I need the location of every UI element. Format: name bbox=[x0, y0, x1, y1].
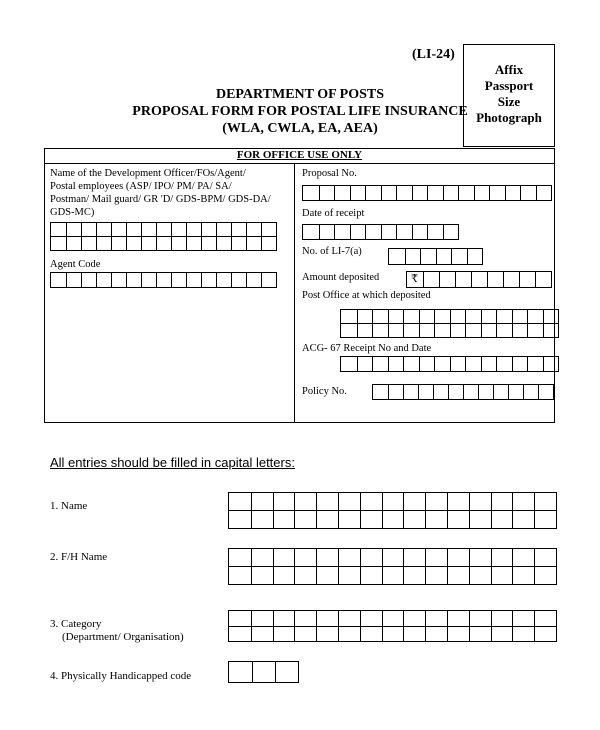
char-box[interactable] bbox=[388, 357, 404, 371]
char-box[interactable] bbox=[338, 549, 360, 566]
char-box[interactable] bbox=[447, 511, 469, 528]
photo-box-line: Size bbox=[497, 94, 521, 109]
grid-row bbox=[389, 249, 482, 264]
char-box[interactable] bbox=[403, 493, 425, 510]
char-box[interactable] bbox=[433, 385, 448, 399]
char-box[interactable] bbox=[503, 272, 519, 287]
agent-code-label: Agent Code bbox=[50, 259, 101, 270]
char-box[interactable] bbox=[338, 611, 360, 626]
char-box[interactable] bbox=[294, 549, 316, 566]
char-box[interactable] bbox=[443, 186, 459, 200]
char-box[interactable] bbox=[469, 611, 491, 626]
char-box[interactable] bbox=[403, 511, 425, 528]
char-box[interactable] bbox=[338, 627, 360, 642]
char-box[interactable] bbox=[491, 611, 513, 626]
char-box[interactable] bbox=[388, 385, 403, 399]
char-box[interactable] bbox=[294, 511, 316, 528]
char-box[interactable] bbox=[427, 186, 443, 200]
char-box[interactable] bbox=[493, 385, 508, 399]
grid-row bbox=[229, 611, 556, 626]
char-box[interactable] bbox=[418, 385, 433, 399]
char-box[interactable] bbox=[273, 493, 295, 510]
char-box[interactable] bbox=[360, 611, 382, 626]
name-grid[interactable] bbox=[228, 492, 557, 529]
char-box[interactable] bbox=[412, 225, 428, 239]
instruction-text: All entries should be filled in capital letters: bbox=[50, 455, 295, 470]
fh-name-label: 2. F/H Name bbox=[50, 551, 108, 563]
char-box[interactable] bbox=[465, 357, 481, 371]
char-box[interactable] bbox=[51, 273, 66, 287]
char-box[interactable] bbox=[334, 225, 350, 239]
char-box[interactable] bbox=[512, 549, 534, 566]
char-box[interactable] bbox=[543, 357, 559, 371]
char-box[interactable] bbox=[126, 273, 141, 287]
char-box[interactable] bbox=[419, 310, 435, 323]
char-box[interactable] bbox=[294, 627, 316, 642]
char-box[interactable] bbox=[338, 511, 360, 528]
char-box[interactable] bbox=[534, 511, 556, 528]
char-box[interactable] bbox=[382, 627, 404, 642]
grid-row bbox=[407, 272, 551, 287]
char-box[interactable] bbox=[491, 493, 513, 510]
grid-row bbox=[229, 566, 556, 584]
char-box[interactable] bbox=[403, 567, 425, 584]
char-box[interactable] bbox=[251, 493, 273, 510]
char-box[interactable] bbox=[81, 273, 96, 287]
char-box[interactable] bbox=[96, 223, 111, 236]
char-box[interactable] bbox=[171, 223, 186, 236]
grid-row bbox=[229, 493, 556, 510]
grid-row bbox=[51, 273, 276, 287]
char-box[interactable] bbox=[403, 549, 425, 566]
agent-code-grid[interactable] bbox=[50, 272, 277, 288]
char-box[interactable] bbox=[261, 223, 276, 236]
char-box[interactable] bbox=[512, 493, 534, 510]
grid-row bbox=[51, 236, 276, 250]
char-box[interactable] bbox=[373, 385, 388, 399]
char-box[interactable] bbox=[382, 549, 404, 566]
char-box[interactable] bbox=[171, 237, 186, 250]
char-box[interactable] bbox=[316, 627, 338, 642]
grid-row bbox=[303, 225, 458, 239]
char-box[interactable] bbox=[251, 511, 273, 528]
char-box[interactable] bbox=[469, 511, 491, 528]
char-box[interactable] bbox=[229, 662, 252, 682]
char-box[interactable] bbox=[534, 627, 556, 642]
char-box[interactable] bbox=[156, 273, 171, 287]
char-box[interactable] bbox=[491, 627, 513, 642]
char-box[interactable] bbox=[334, 186, 350, 200]
char-box[interactable] bbox=[527, 310, 543, 323]
char-box[interactable] bbox=[186, 273, 201, 287]
char-box[interactable] bbox=[319, 186, 335, 200]
char-box[interactable] bbox=[66, 223, 81, 236]
char-box[interactable] bbox=[434, 357, 450, 371]
char-box[interactable] bbox=[350, 186, 366, 200]
char-box[interactable] bbox=[536, 186, 552, 200]
char-box[interactable] bbox=[251, 549, 273, 566]
li7a-label: No. of LI-7(a) bbox=[302, 246, 362, 257]
char-box[interactable] bbox=[403, 385, 418, 399]
char-box[interactable] bbox=[229, 493, 251, 510]
rupee-symbol: ₹ bbox=[411, 273, 418, 285]
char-box[interactable] bbox=[341, 357, 357, 371]
label-line: Postal employees (ASP/ IPO/ PM/ PA/ SA/ bbox=[50, 181, 232, 192]
amount-label: Amount deposited bbox=[302, 272, 380, 283]
char-box[interactable] bbox=[66, 273, 81, 287]
char-box[interactable] bbox=[512, 357, 528, 371]
char-box[interactable] bbox=[474, 186, 490, 200]
char-box[interactable] bbox=[447, 567, 469, 584]
char-box[interactable] bbox=[434, 324, 450, 337]
char-box[interactable] bbox=[455, 272, 471, 287]
char-box[interactable] bbox=[469, 567, 491, 584]
char-box[interactable] bbox=[360, 511, 382, 528]
grid-row bbox=[373, 385, 553, 399]
passport-photo-box[interactable] bbox=[463, 44, 555, 147]
char-box[interactable] bbox=[382, 493, 404, 510]
char-box[interactable] bbox=[543, 324, 559, 337]
category-label: 3. Category bbox=[50, 618, 102, 630]
char-box[interactable] bbox=[156, 223, 171, 236]
li7a-grid[interactable] bbox=[388, 248, 483, 265]
char-box[interactable] bbox=[382, 611, 404, 626]
char-box[interactable] bbox=[481, 310, 497, 323]
grid-row bbox=[303, 186, 551, 200]
char-box[interactable] bbox=[425, 493, 447, 510]
char-box[interactable] bbox=[372, 324, 388, 337]
char-box[interactable] bbox=[512, 310, 528, 323]
char-box[interactable] bbox=[382, 511, 404, 528]
char-box[interactable] bbox=[229, 511, 251, 528]
char-box[interactable] bbox=[273, 567, 295, 584]
char-box[interactable] bbox=[66, 237, 81, 250]
char-box[interactable] bbox=[512, 611, 534, 626]
char-box[interactable] bbox=[171, 273, 186, 287]
char-box[interactable] bbox=[538, 385, 553, 399]
document-code: (LI-24) bbox=[412, 47, 455, 62]
char-box[interactable] bbox=[496, 324, 512, 337]
date-receipt-grid[interactable] bbox=[302, 224, 459, 240]
char-box[interactable] bbox=[405, 249, 421, 264]
char-box[interactable] bbox=[491, 549, 513, 566]
char-box[interactable] bbox=[419, 357, 435, 371]
char-box[interactable] bbox=[341, 310, 357, 323]
char-box[interactable] bbox=[316, 549, 338, 566]
fh-name-grid[interactable] bbox=[228, 548, 557, 585]
char-box[interactable] bbox=[450, 324, 466, 337]
char-box[interactable] bbox=[246, 223, 261, 236]
char-box[interactable] bbox=[294, 493, 316, 510]
char-box[interactable] bbox=[450, 310, 466, 323]
char-box[interactable] bbox=[534, 493, 556, 510]
char-box[interactable] bbox=[186, 237, 201, 250]
char-box[interactable] bbox=[467, 249, 483, 264]
char-box[interactable] bbox=[216, 237, 231, 250]
post-office-grid[interactable] bbox=[340, 309, 559, 338]
char-box[interactable] bbox=[465, 324, 481, 337]
proposal-no-label: Proposal No. bbox=[302, 168, 357, 179]
grid-row bbox=[341, 357, 558, 371]
date-receipt-label: Date of receipt bbox=[302, 208, 365, 219]
grid-row bbox=[229, 626, 556, 642]
acg67-grid[interactable] bbox=[340, 356, 559, 372]
char-box[interactable] bbox=[381, 225, 397, 239]
char-box[interactable] bbox=[360, 567, 382, 584]
acg67-label: ACG- 67 Receipt No and Date bbox=[302, 343, 432, 354]
char-box[interactable] bbox=[350, 225, 366, 239]
char-box[interactable] bbox=[403, 627, 425, 642]
char-box[interactable] bbox=[111, 223, 126, 236]
char-box[interactable] bbox=[447, 611, 469, 626]
divider bbox=[294, 163, 295, 423]
char-box[interactable] bbox=[231, 237, 246, 250]
char-box[interactable] bbox=[450, 357, 466, 371]
grid-row bbox=[229, 510, 556, 528]
scheme-list: (WLA, CWLA, EA, AEA) bbox=[222, 121, 378, 136]
char-box[interactable] bbox=[439, 272, 455, 287]
char-box[interactable] bbox=[96, 273, 111, 287]
char-box[interactable] bbox=[141, 237, 156, 250]
label-line: Name of the Development Officer/FOs/Agent/ bbox=[50, 168, 246, 179]
form-title: PROPOSAL FORM FOR POSTAL LIFE INSURANCE bbox=[132, 104, 468, 119]
char-box[interactable] bbox=[478, 385, 493, 399]
char-box[interactable] bbox=[491, 511, 513, 528]
char-box[interactable] bbox=[491, 567, 513, 584]
grid-row bbox=[229, 549, 556, 566]
dev-officer-label bbox=[50, 167, 271, 219]
char-box[interactable] bbox=[471, 272, 487, 287]
char-box[interactable] bbox=[451, 249, 467, 264]
char-box[interactable] bbox=[535, 272, 551, 287]
char-box[interactable] bbox=[372, 310, 388, 323]
char-box[interactable] bbox=[447, 627, 469, 642]
char-box[interactable] bbox=[303, 225, 319, 239]
char-box[interactable] bbox=[357, 310, 373, 323]
char-box[interactable] bbox=[357, 324, 373, 337]
grid-row bbox=[229, 662, 298, 682]
char-box[interactable] bbox=[512, 567, 534, 584]
char-box[interactable] bbox=[519, 272, 535, 287]
char-box[interactable] bbox=[216, 223, 231, 236]
char-box[interactable] bbox=[141, 273, 156, 287]
char-box[interactable] bbox=[534, 611, 556, 626]
char-box[interactable] bbox=[420, 249, 436, 264]
char-box[interactable] bbox=[496, 310, 512, 323]
char-box[interactable] bbox=[463, 385, 478, 399]
char-box[interactable] bbox=[512, 627, 534, 642]
char-box[interactable] bbox=[425, 627, 447, 642]
char-box[interactable] bbox=[381, 186, 397, 200]
char-box[interactable] bbox=[81, 223, 96, 236]
char-box[interactable] bbox=[360, 549, 382, 566]
grid-row bbox=[51, 223, 276, 236]
char-box[interactable] bbox=[316, 567, 338, 584]
char-box[interactable] bbox=[275, 662, 298, 682]
char-box[interactable] bbox=[534, 567, 556, 584]
department-title: DEPARTMENT OF POSTS bbox=[215, 87, 385, 102]
char-box[interactable] bbox=[458, 186, 474, 200]
char-box[interactable] bbox=[512, 324, 528, 337]
char-box[interactable] bbox=[229, 627, 251, 642]
char-box[interactable] bbox=[338, 493, 360, 510]
char-box[interactable] bbox=[261, 237, 276, 250]
char-box[interactable] bbox=[425, 567, 447, 584]
char-box[interactable] bbox=[389, 249, 405, 264]
char-box[interactable] bbox=[316, 611, 338, 626]
char-box[interactable] bbox=[126, 237, 141, 250]
char-box[interactable] bbox=[141, 223, 156, 236]
char-box[interactable] bbox=[126, 223, 141, 236]
char-box[interactable] bbox=[273, 627, 295, 642]
char-box[interactable] bbox=[448, 385, 463, 399]
amount-grid[interactable] bbox=[406, 271, 552, 288]
char-box[interactable] bbox=[316, 493, 338, 510]
photo-box-line: Photograph bbox=[476, 110, 542, 125]
photo-box-line: Affix bbox=[494, 62, 524, 77]
policy-no-grid[interactable] bbox=[372, 384, 554, 400]
char-box[interactable] bbox=[294, 611, 316, 626]
dev-officer-grid[interactable] bbox=[50, 222, 277, 251]
char-box[interactable] bbox=[273, 549, 295, 566]
char-box[interactable] bbox=[201, 237, 216, 250]
char-box[interactable] bbox=[403, 324, 419, 337]
char-box[interactable] bbox=[523, 385, 538, 399]
char-box[interactable] bbox=[357, 357, 373, 371]
char-box[interactable] bbox=[465, 310, 481, 323]
char-box[interactable] bbox=[51, 237, 66, 250]
label-line: GDS-MC) bbox=[50, 207, 95, 218]
char-box[interactable] bbox=[303, 186, 319, 200]
char-box[interactable] bbox=[534, 549, 556, 566]
char-box[interactable] bbox=[273, 611, 295, 626]
char-box[interactable] bbox=[201, 273, 216, 287]
char-box[interactable] bbox=[229, 611, 251, 626]
char-box[interactable] bbox=[469, 493, 491, 510]
char-box[interactable] bbox=[382, 567, 404, 584]
char-box[interactable] bbox=[360, 493, 382, 510]
char-box[interactable] bbox=[81, 237, 96, 250]
char-box[interactable] bbox=[360, 627, 382, 642]
char-box[interactable] bbox=[425, 611, 447, 626]
char-box[interactable] bbox=[481, 324, 497, 337]
char-box[interactable] bbox=[111, 273, 126, 287]
char-box[interactable] bbox=[396, 225, 412, 239]
char-box[interactable] bbox=[447, 493, 469, 510]
char-box[interactable] bbox=[388, 324, 404, 337]
char-box[interactable] bbox=[434, 310, 450, 323]
char-box[interactable] bbox=[96, 237, 111, 250]
policy-no-label: Policy No. bbox=[302, 386, 347, 397]
char-box[interactable] bbox=[403, 310, 419, 323]
char-box[interactable] bbox=[229, 549, 251, 566]
char-box[interactable] bbox=[246, 273, 261, 287]
ph-code-grid[interactable] bbox=[228, 661, 299, 683]
char-box[interactable] bbox=[508, 385, 523, 399]
ph-code-label: 4. Physically Handicapped code bbox=[50, 670, 192, 682]
char-box[interactable] bbox=[489, 186, 505, 200]
char-box[interactable] bbox=[527, 324, 543, 337]
char-box[interactable] bbox=[412, 186, 428, 200]
char-box[interactable] bbox=[543, 310, 559, 323]
char-box[interactable] bbox=[261, 273, 276, 287]
char-box[interactable] bbox=[251, 611, 273, 626]
char-box[interactable] bbox=[316, 511, 338, 528]
char-box[interactable] bbox=[251, 627, 273, 642]
char-box[interactable] bbox=[469, 549, 491, 566]
char-box[interactable] bbox=[341, 324, 357, 337]
char-box[interactable] bbox=[436, 249, 452, 264]
char-box[interactable] bbox=[319, 225, 335, 239]
label-line: Postman/ Mail guard/ GR 'D/ GDS-BPM/ GDS-DA/ bbox=[50, 194, 271, 205]
proposal-no-grid[interactable] bbox=[302, 185, 552, 201]
char-box[interactable] bbox=[469, 627, 491, 642]
char-box[interactable] bbox=[156, 237, 171, 250]
char-box[interactable] bbox=[51, 223, 66, 236]
char-box[interactable] bbox=[425, 549, 447, 566]
char-box[interactable] bbox=[372, 357, 388, 371]
char-box[interactable] bbox=[419, 324, 435, 337]
char-box[interactable] bbox=[251, 567, 273, 584]
char-box[interactable] bbox=[365, 186, 381, 200]
char-box[interactable] bbox=[252, 662, 275, 682]
char-box[interactable] bbox=[388, 310, 404, 323]
name-label: 1. Name bbox=[50, 500, 88, 512]
char-box[interactable] bbox=[273, 511, 295, 528]
char-box[interactable] bbox=[216, 273, 231, 287]
char-box[interactable] bbox=[505, 186, 521, 200]
char-box[interactable] bbox=[427, 225, 443, 239]
char-box[interactable] bbox=[246, 237, 261, 250]
char-box[interactable] bbox=[512, 511, 534, 528]
char-box[interactable] bbox=[425, 511, 447, 528]
char-box[interactable] bbox=[396, 186, 412, 200]
char-box[interactable] bbox=[496, 357, 512, 371]
char-box[interactable] bbox=[403, 611, 425, 626]
char-box[interactable] bbox=[231, 223, 246, 236]
char-box[interactable] bbox=[365, 225, 381, 239]
grid-row bbox=[341, 310, 558, 323]
photo-box-line: Passport bbox=[484, 78, 534, 93]
grid-row bbox=[341, 323, 558, 337]
char-box[interactable] bbox=[481, 357, 497, 371]
char-box[interactable] bbox=[294, 567, 316, 584]
char-box[interactable] bbox=[447, 549, 469, 566]
category-grid[interactable] bbox=[228, 610, 557, 642]
char-box[interactable] bbox=[231, 273, 246, 287]
category-sublabel: (Department/ Organisation) bbox=[62, 631, 184, 643]
post-office-label: Post Office at which deposited bbox=[302, 290, 431, 301]
char-box[interactable] bbox=[487, 272, 503, 287]
char-box[interactable] bbox=[443, 225, 459, 239]
char-box[interactable] bbox=[527, 357, 543, 371]
divider bbox=[44, 163, 555, 164]
char-box[interactable] bbox=[520, 186, 536, 200]
char-box[interactable] bbox=[111, 237, 126, 250]
char-box[interactable] bbox=[186, 223, 201, 236]
office-use-heading: FOR OFFICE USE ONLY bbox=[236, 149, 363, 161]
char-box[interactable] bbox=[229, 567, 251, 584]
char-box[interactable] bbox=[201, 223, 216, 236]
char-box[interactable] bbox=[403, 357, 419, 371]
char-box[interactable] bbox=[338, 567, 360, 584]
char-box[interactable] bbox=[423, 272, 439, 287]
